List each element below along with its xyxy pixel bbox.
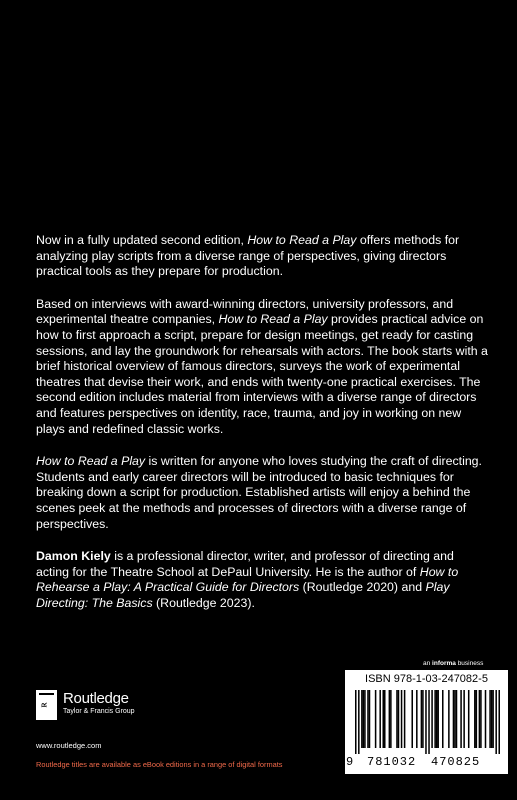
barcode-bar (401, 690, 403, 748)
barcode-bar (480, 690, 482, 748)
barcode-bar (367, 690, 369, 748)
informa-brand: informa (432, 660, 456, 667)
informa-suffix: business (455, 660, 484, 667)
book-title: Play Directing: The Basics (36, 580, 450, 610)
barcode-bar (436, 690, 438, 748)
barcode-bar (390, 690, 392, 748)
barcode-bar (437, 690, 439, 748)
publisher-group: Taylor & Francis Group (63, 708, 135, 715)
barcode-bar (382, 690, 384, 748)
text-run: (Routledge 2023). (152, 595, 255, 610)
svg-text:R: R (40, 702, 49, 708)
barcode-bar (369, 690, 371, 748)
barcode-bar (425, 690, 427, 754)
barcode-bar (421, 690, 423, 748)
publisher-url[interactable]: www.routledge.com (36, 741, 102, 750)
blurb-paragraph-2 (36, 297, 488, 437)
barcode-icon (355, 690, 500, 754)
barcode-bar (375, 690, 377, 748)
barcode-bar (463, 690, 465, 748)
barcode-bar (364, 690, 366, 748)
blurb-paragraph-3 (36, 454, 488, 532)
barcode-bar (361, 690, 363, 748)
barcode-bar (442, 690, 444, 748)
back-cover-blurb (36, 233, 488, 611)
barcode-bar (492, 690, 494, 748)
ebook-availability-note: Routledge titles are available as eBook editions in a range of digital formats (36, 760, 283, 769)
barcode-lead-digit: 9 (346, 755, 354, 769)
barcode-bar (431, 690, 433, 748)
text-run: Based on interviews with award-winning directors, university professors, and experimental theatre companies, (36, 296, 454, 327)
isbn-barcode (345, 670, 508, 774)
book-title: How to Read a Play (247, 233, 357, 247)
barcode-bar (363, 690, 365, 748)
text-run: offers methods for analyzing play scripts from a diverse range of perspectives, giving directors practical tools as they prepare for production. (36, 233, 460, 279)
barcode-bar (456, 690, 458, 748)
routledge-logo (36, 690, 186, 730)
barcode-bar (454, 690, 456, 748)
barcode-group-1: 781032 (367, 755, 417, 769)
author-name: Damon Kiely (36, 549, 111, 564)
text-run: is written for anyone who loves studying the craft of directing. Students and early career directors will be introduced to basic techniques for breaking down a script for production. Established artists will enjoy a behind the scenes peek at the methods and processes of directors with a diverse range of perspectives. (36, 454, 482, 531)
text-run: Now in a fully updated second edition, (36, 233, 248, 247)
barcode-bar (396, 690, 398, 748)
barcode-bar (355, 690, 357, 754)
barcode-bar (498, 690, 500, 754)
barcode-bar (384, 690, 386, 748)
isbn-label: ISBN 978-1-03-247082-5 (365, 673, 488, 685)
barcode-bar (476, 690, 478, 748)
publisher-name: Routledge (63, 690, 129, 707)
barcode-bar (411, 690, 413, 748)
book-title: How to Rehearse a Play: A Practical Guide for Directors (36, 564, 459, 595)
barcode-bar (416, 690, 418, 748)
barcode-bar (404, 690, 406, 748)
blurb-paragraph-1 (36, 233, 488, 280)
barcode-bar (474, 690, 476, 748)
barcode-bar (434, 690, 436, 748)
barcode-bar (453, 690, 455, 748)
barcode-bar (485, 690, 487, 748)
barcode-bar (460, 690, 462, 748)
book-title: How to Read a Play (36, 454, 146, 469)
barcode-bar (422, 690, 424, 748)
barcode-bar (398, 690, 400, 748)
barcode-bar (428, 690, 430, 754)
text-run: (Routledge 2020) and (299, 580, 426, 595)
barcode-bar (468, 690, 470, 748)
barcode-bar (448, 690, 450, 748)
author-bio (36, 549, 488, 611)
barcode-bar (358, 690, 360, 754)
informa-prefix: an (423, 660, 433, 667)
barcode-bar (495, 690, 497, 754)
text-run: is a professional director, writer, and professor of directing and acting for the Theatre School at DePaul University. He is the author of (36, 549, 454, 579)
informa-business-tag (423, 660, 483, 667)
routledge-logo-icon (36, 690, 57, 720)
barcode-group-2: 470825 (431, 755, 481, 769)
barcode-bar (479, 690, 481, 748)
barcode-bar (491, 690, 493, 748)
barcode-bar (389, 690, 391, 748)
barcode-bar (379, 690, 381, 748)
barcode-digits (345, 755, 508, 773)
barcode-bar (489, 690, 491, 748)
book-title: How to Read a Play (218, 312, 328, 327)
text-run: provides practical advice on how to first approach a script, prepare for design meetings, get ready for casting sessions, and lay the groundwork for rehearsals with actors. The book starts with a brief historical overview of famous directors, surveys the work of experimental theatres that devise their work, and ends with twenty-one practical exercises. The second edition includes material from interviews with a diverse range of directors and features perspectives on identity, race, trauma, and joy in working on new plays and redefined classic works. (36, 312, 488, 436)
